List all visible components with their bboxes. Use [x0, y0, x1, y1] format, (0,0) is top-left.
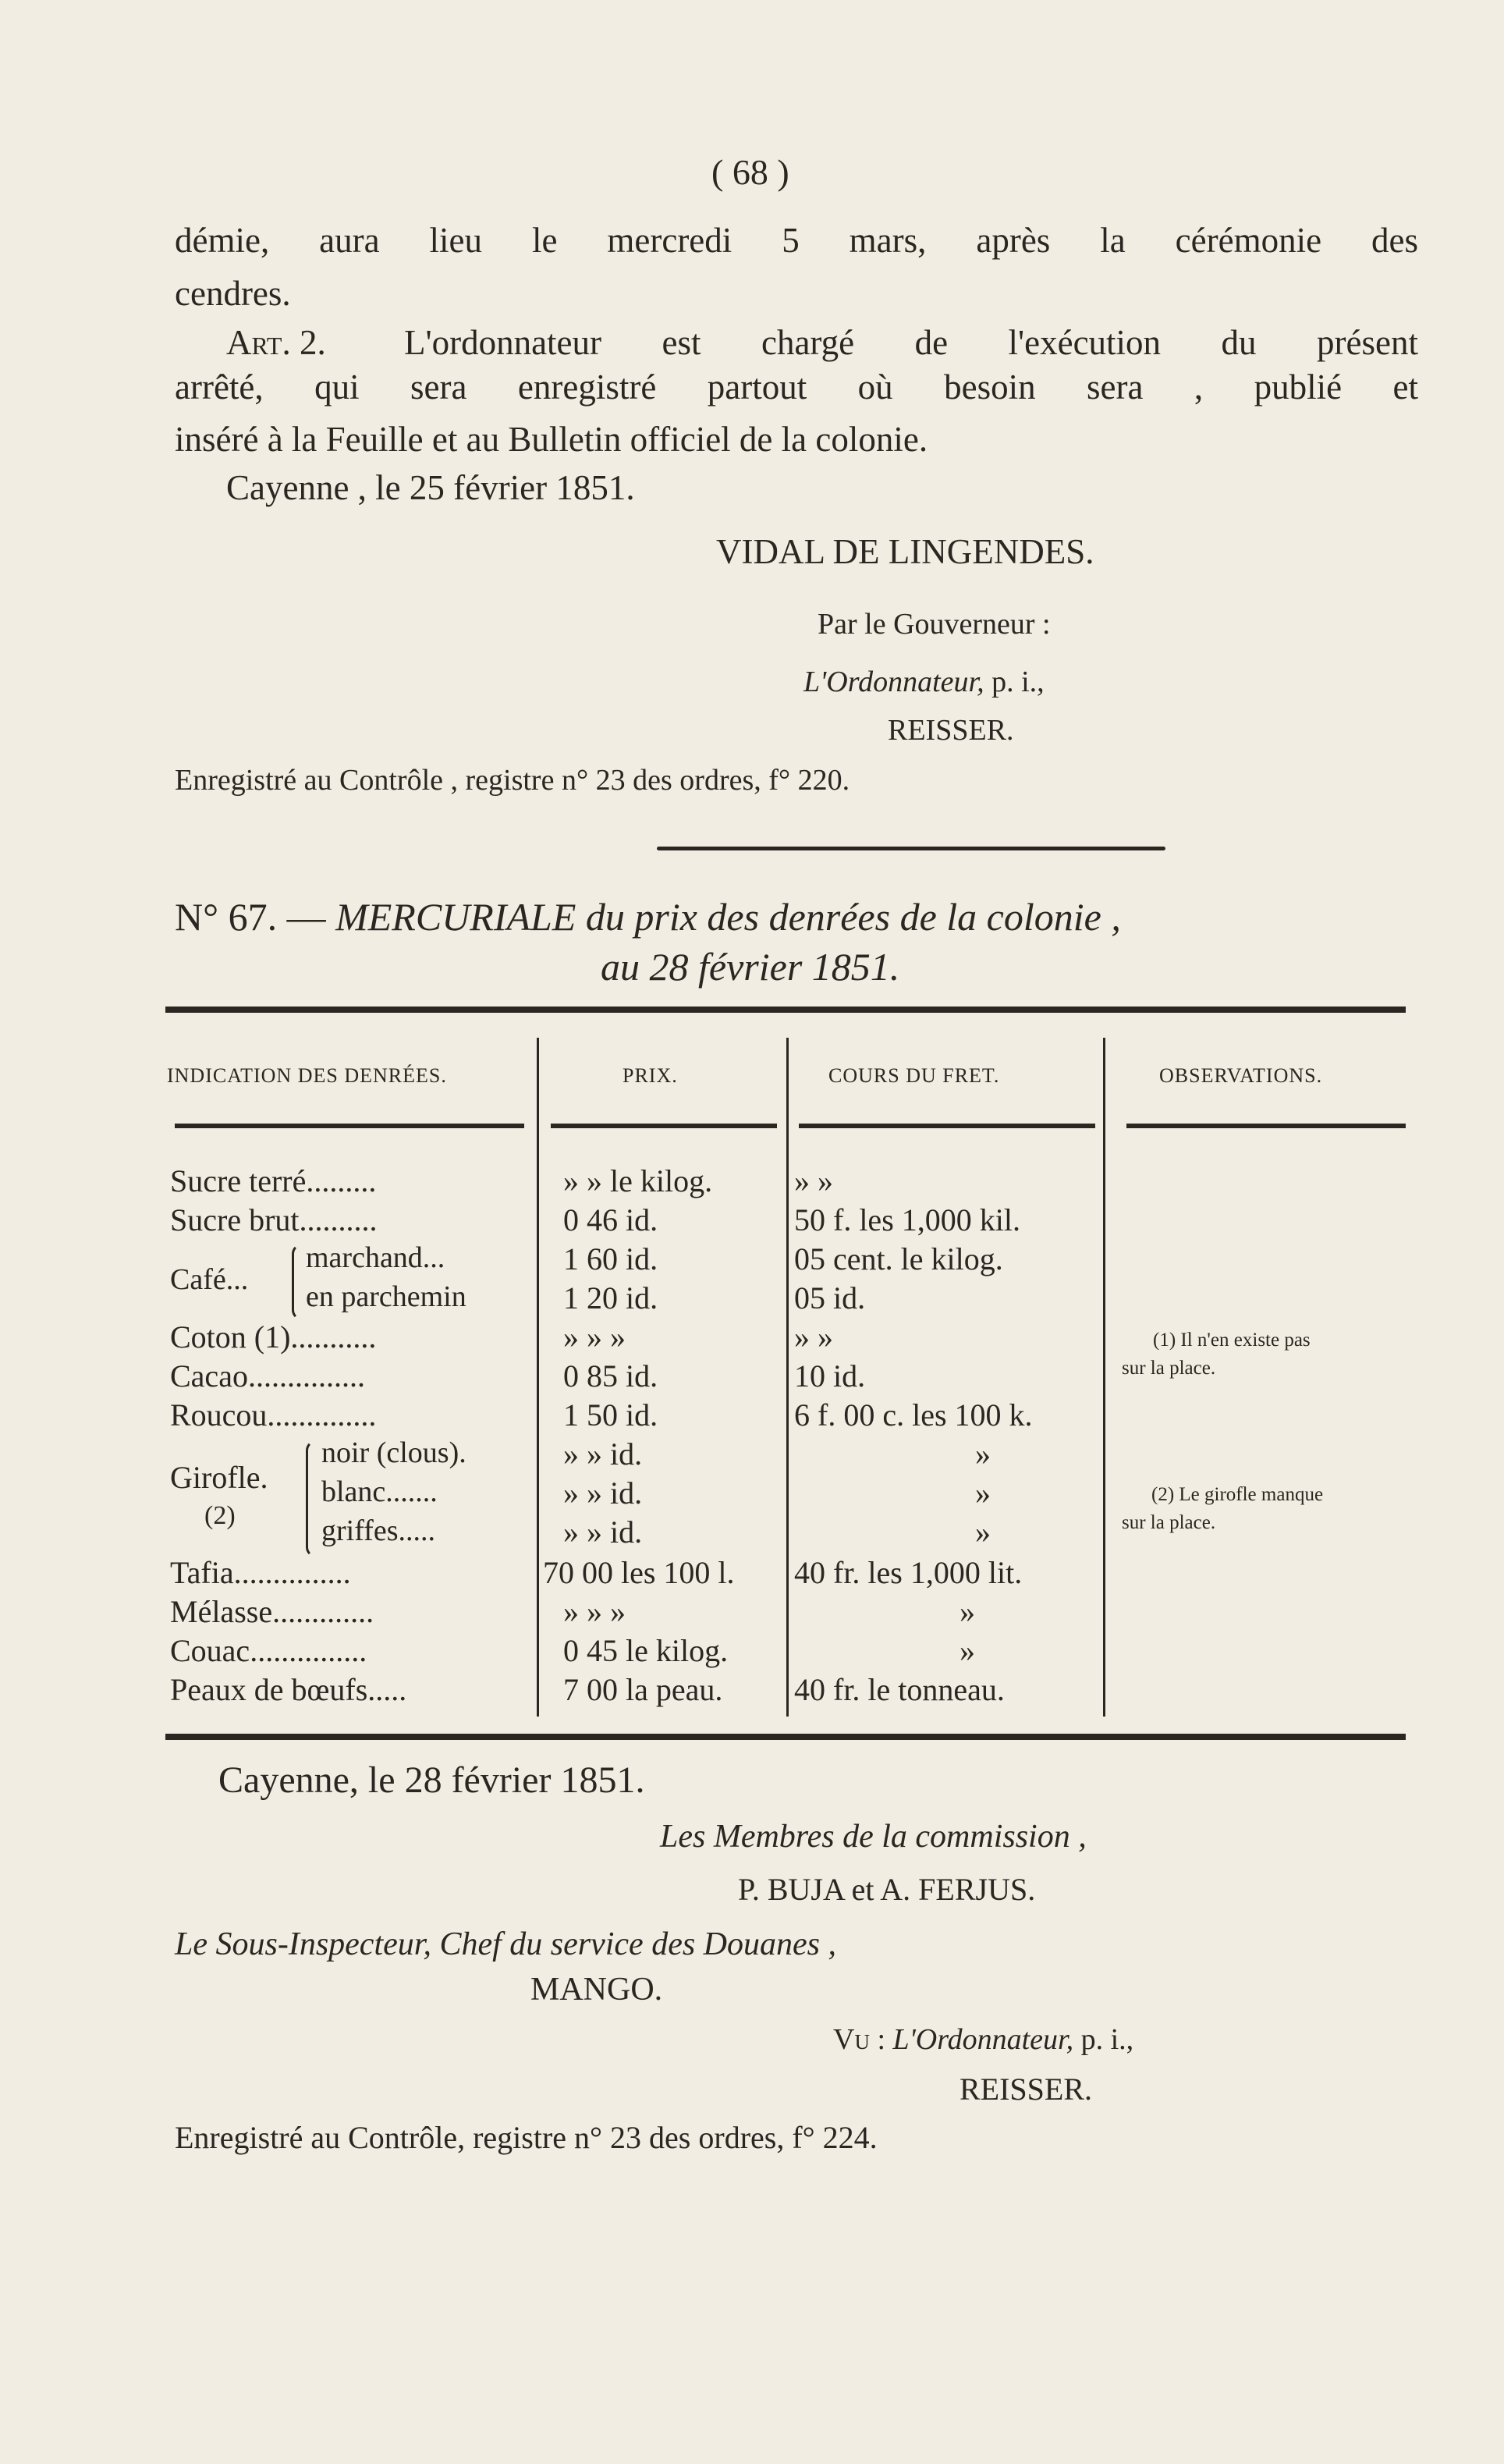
table-row-price: 1 60 id.	[563, 1241, 658, 1276]
table-row-name: marchand...	[306, 1241, 445, 1274]
vu-label: Vu :	[833, 2023, 885, 2056]
table-row-fret: 05 id.	[794, 1280, 866, 1315]
table-row-fret: »	[975, 1514, 991, 1550]
closing-registration: Enregistré au Contrôle, registre n° 23 des ordres, f° 224.	[175, 2120, 878, 2155]
table-row-price: » » »	[563, 1594, 626, 1629]
table-row-price: 70 00 les 100 l.	[543, 1555, 735, 1590]
table-row-name: Sucre brut..........	[170, 1202, 378, 1237]
article-2-line-1: L'ordonnateur est chargé de l'exécution du présent	[404, 323, 1418, 362]
table-row-fret: » »	[794, 1163, 833, 1198]
column-divider-1	[537, 1038, 539, 1717]
header-denrees: INDICATION DES DENRÉES.	[167, 1064, 447, 1087]
decree-date: Cayenne , le 25 février 1851.	[226, 468, 635, 507]
closing-date: Cayenne, le 28 février 1851.	[218, 1759, 645, 1801]
cafe-label: Café...	[170, 1263, 249, 1296]
table-row-name: Mélasse.............	[170, 1594, 374, 1629]
table-row-fret: 10 id.	[794, 1358, 866, 1394]
table-row-price: » » id.	[563, 1475, 643, 1511]
table-row-name: Coton (1)...........	[170, 1319, 377, 1354]
governor-signature: VIDAL DE LINGENDES.	[716, 532, 1094, 571]
header-rule-1	[175, 1124, 524, 1128]
intro-line-1: démie, aura lieu le mercredi 5 mars, après la cérémonie des	[175, 221, 1418, 260]
observation-2-line-2: sur la place.	[1122, 1512, 1216, 1533]
table-row-price: 0 85 id.	[563, 1358, 658, 1394]
table-row-fret: 50 f. les 1,000 kil.	[794, 1202, 1020, 1237]
column-divider-2	[786, 1038, 789, 1717]
header-observations: OBSERVATIONS.	[1159, 1064, 1323, 1087]
table-row-name: Peaux de bœufs.....	[170, 1672, 407, 1707]
table-row-fret: 05 cent. le kilog.	[794, 1241, 1003, 1276]
mango-signature: MANGO.	[530, 1972, 663, 2008]
girofle-brace	[306, 1440, 316, 1557]
section-number: N° 67.	[175, 895, 278, 939]
par-le-gouverneur: Par le Gouverneur :	[818, 608, 1051, 641]
table-row-name: en parchemin	[306, 1280, 466, 1313]
table-row-fret: »	[975, 1475, 991, 1511]
table-row-price: 1 50 id.	[563, 1397, 658, 1433]
header-rule-4	[1126, 1124, 1406, 1128]
article-2-line-3: inséré à la Feuille et au Bulletin officiel de la colonie.	[175, 420, 928, 459]
table-row-fret: »	[975, 1436, 991, 1472]
page-number: ( 68 )	[711, 152, 789, 192]
separator-line	[657, 847, 1165, 850]
table-row-fret: » »	[794, 1319, 833, 1354]
sous-inspecteur-line: Le Sous-Inspecteur, Chef du service des Douanes ,	[175, 1926, 836, 1962]
table-row-price: » » »	[563, 1319, 626, 1354]
table-row-price: 0 45 le kilog.	[563, 1633, 729, 1668]
table-row-price: 0 46 id.	[563, 1202, 658, 1237]
girofle-note: (2)	[204, 1501, 236, 1530]
girofle-label: Girofle.	[170, 1460, 268, 1495]
table-row-price: » » le kilog.	[563, 1163, 713, 1198]
table-row-name: noir (clous).	[321, 1436, 466, 1469]
table-row-name: Couac...............	[170, 1633, 367, 1668]
table-row-price: 1 20 id.	[563, 1280, 658, 1315]
table-row-price: 7 00 la peau.	[563, 1672, 723, 1707]
table-top-rule	[165, 1007, 1406, 1013]
section-dash: —	[286, 895, 326, 939]
table-row-fret: 40 fr. les 1,000 lit.	[794, 1555, 1023, 1590]
observation-1-line-1: (1) Il n'en existe pas	[1153, 1330, 1311, 1351]
section-title-line-2: au 28 février 1851.	[601, 945, 900, 989]
cafe-brace	[292, 1244, 302, 1320]
table-row-name: blanc.......	[321, 1475, 438, 1508]
table-row-price: » » id.	[563, 1514, 643, 1550]
commission-members: P. BUJA et A. FERJUS.	[738, 1872, 1036, 1907]
table-row-name: Cacao...............	[170, 1358, 365, 1394]
table-row-fret: »	[960, 1633, 975, 1668]
table-row-fret: 40 fr. le tonneau.	[794, 1672, 1005, 1707]
table-row-name: griffes.....	[321, 1514, 435, 1547]
table-row-fret: »	[960, 1594, 975, 1629]
vu-role: L'Ordonnateur,	[892, 2023, 1074, 2056]
column-divider-3	[1103, 1038, 1105, 1717]
header-rule-2	[551, 1124, 777, 1128]
article-2-label: Art. 2.	[226, 323, 326, 362]
ordonnateur-name: REISSER.	[888, 714, 1014, 747]
section-title-line-1: MERCURIALE du prix des denrées de la colonie ,	[335, 895, 1121, 939]
commission-line: Les Membres de la commission ,	[660, 1819, 1087, 1855]
header-rule-3	[799, 1124, 1095, 1128]
registration-line: Enregistré au Contrôle , registre n° 23 des ordres, f° 220.	[175, 764, 850, 797]
table-row-fret: 6 f. 00 c. les 100 k.	[794, 1397, 1033, 1433]
ordonnateur-role: L'Ordonnateur,	[803, 666, 984, 698]
header-fret: COURS DU FRET.	[828, 1064, 1000, 1087]
header-prix: PRIX.	[623, 1064, 678, 1087]
observation-1-line-2: sur la place.	[1122, 1358, 1216, 1379]
table-row-name: Tafia...............	[170, 1555, 351, 1590]
observation-2-line-1: (2) Le girofle manque	[1151, 1484, 1324, 1505]
vu-name: REISSER.	[960, 2072, 1093, 2107]
intro-line-2: cendres.	[175, 274, 291, 313]
vu-suffix: p. i.,	[1080, 2023, 1134, 2056]
ordonnateur-suffix: p. i.,	[991, 666, 1045, 698]
table-row-name: Roucou..............	[170, 1397, 377, 1433]
table-row-price: » » id.	[563, 1436, 643, 1472]
table-bottom-rule	[165, 1734, 1406, 1740]
article-2-line-2: arrêté, qui sera enregistré partout où besoin sera , publié et	[175, 367, 1418, 407]
table-row-name: Sucre terré.........	[170, 1163, 377, 1198]
